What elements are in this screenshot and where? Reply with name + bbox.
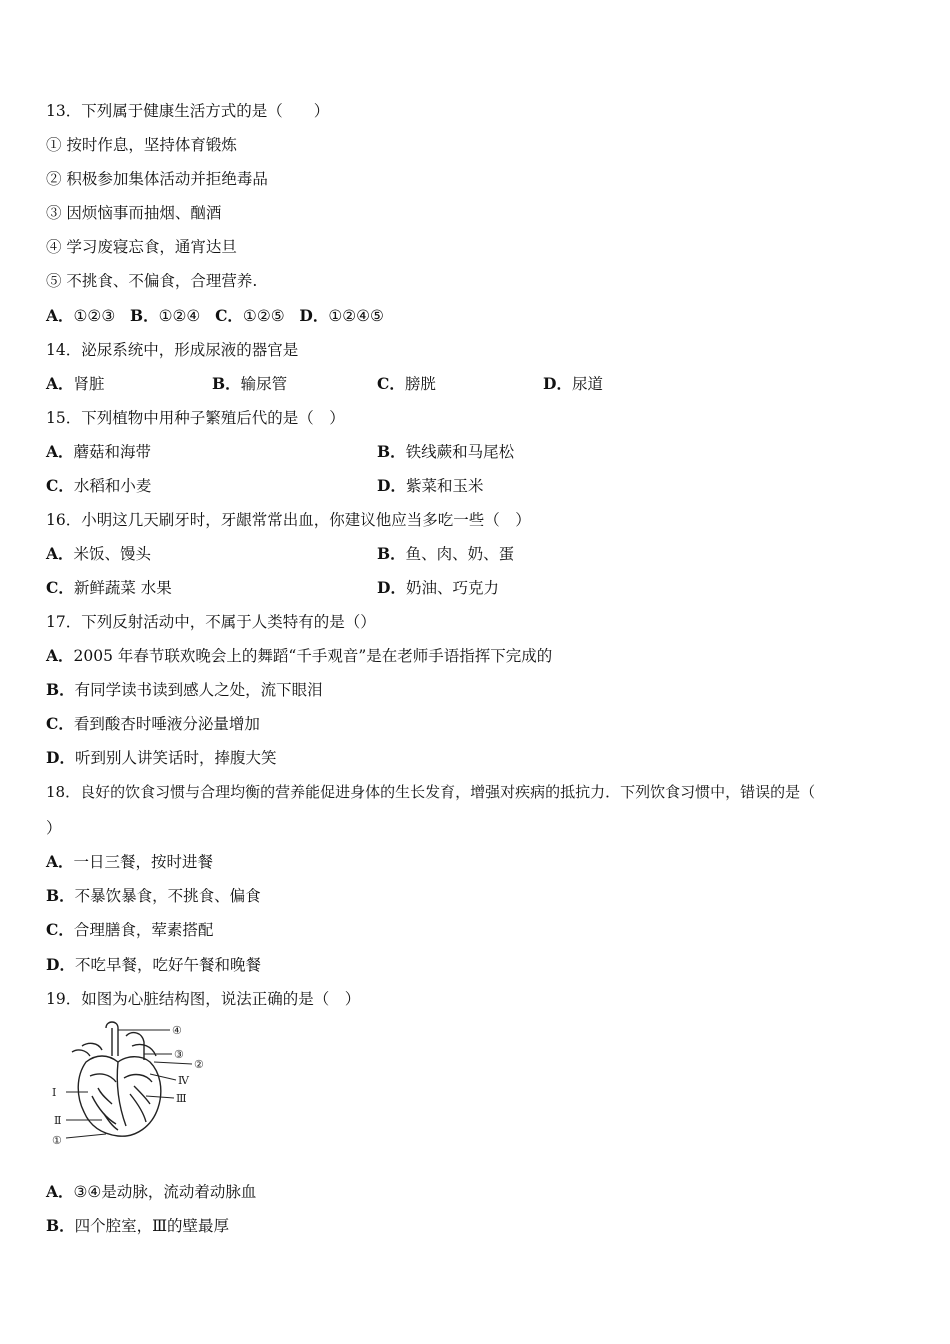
q17-option-a: A．2005 年春节联欢晚会上的舞蹈“千手观音”是在老师手语指挥下完成的	[46, 646, 553, 665]
q16-option-b: B．鱼、肉、奶、蛋	[377, 544, 515, 563]
q13-item-5: ⑤ 不挑食、不偏食，合理营养.	[46, 272, 258, 290]
q18-option-c: C．合理膳食，荤素搭配	[46, 920, 214, 939]
q17-option-c: C．看到酸杏时唾液分泌量增加	[46, 714, 260, 733]
fig-label-4: ④	[172, 1024, 182, 1037]
q16-option-d: D．奶油、巧克力	[377, 578, 499, 597]
q14-option-d: D．尿道	[543, 374, 603, 393]
q13-item-1: ① 按时作息，坚持体育锻炼	[46, 136, 237, 154]
q19-option-a: A．③④是动脉，流动着动脉血	[46, 1182, 257, 1201]
q13-option-b: ①②④	[158, 307, 201, 325]
fig-label-1: ①	[52, 1134, 62, 1147]
q13-option-c: ①②⑤	[242, 307, 285, 325]
q17-option-d: D．听到别人讲笑话时，捧腹大笑	[46, 748, 277, 767]
q13-option-b-letter: B．	[130, 306, 159, 325]
q14-option-b: B．输尿管	[212, 374, 288, 393]
q13-item-2: ② 积极参加集体活动并拒绝毒品	[46, 170, 268, 188]
q18-option-d: D．不吃早餐，吃好午餐和晚餐	[46, 955, 261, 974]
q14-stem: 14．泌尿系统中，形成尿液的器官是	[46, 341, 299, 359]
fig-label-III: Ⅲ	[176, 1092, 187, 1105]
q15-option-c: C．水稻和小麦	[46, 476, 152, 495]
q13-stem: 13．下列属于健康生活方式的是（ ）	[46, 102, 330, 120]
fig-label-II: Ⅱ	[54, 1114, 62, 1127]
q18-stem: 18．良好的饮食习惯与合理均衡的营养能促进身体的生长发育，增强对疾病的抵抗力．下列饮食习惯中，错误的是（	[46, 783, 816, 801]
q15-option-b: B．铁线蕨和马尾松	[377, 442, 515, 461]
fig-label-I: Ⅰ	[52, 1086, 57, 1099]
q16-option-a: A．米饭、馒头	[46, 544, 152, 563]
heart-structure-figure	[46, 1016, 226, 1156]
q18-option-b: B．不暴饮暴食，不挑食、偏食	[46, 886, 261, 905]
q15-option-d: D．紫菜和玉米	[377, 476, 484, 495]
q18-stem-cont: ）	[46, 819, 62, 837]
q14-option-a: A．肾脏	[46, 374, 105, 393]
q13-option-a-letter: A．	[46, 306, 74, 325]
fig-label-3: ③	[174, 1048, 184, 1061]
q13-item-3: ③ 因烦恼事而抽烟、酗酒	[46, 204, 222, 222]
q16-stem: 16．小明这几天刷牙时，牙龈常常出血，你建议他应当多吃一些（ ）	[46, 511, 531, 529]
q13-option-c-letter: C．	[215, 306, 243, 325]
q17-stem: 17．下列反射活动中，不属于人类特有的是（）	[46, 613, 376, 631]
fig-label-2: ②	[194, 1058, 204, 1071]
q13-options	[46, 306, 384, 326]
q13-option-d: ①②④⑤	[328, 307, 384, 325]
q15-stem: 15．下列植物中用种子繁殖后代的是（ ）	[46, 409, 345, 427]
q19-stem: 19．如图为心脏结构图，说法正确的是（ ）	[46, 990, 361, 1008]
q13-option-a: ①②③	[73, 307, 116, 325]
q14-option-c: C．膀胱	[377, 374, 436, 393]
q17-option-b: B．有同学读书读到感人之处，流下眼泪	[46, 680, 323, 699]
q16-option-c: C．新鲜蔬菜 水果	[46, 578, 172, 597]
q13-option-d-letter: D．	[299, 306, 329, 325]
q15-option-a: A．蘑菇和海带	[46, 442, 152, 461]
q19-option-b: B．四个腔室，Ⅲ的壁最厚	[46, 1216, 230, 1235]
q13-item-4: ④ 学习废寝忘食，通宵达旦	[46, 238, 237, 256]
q18-option-a: A．一日三餐，按时进餐	[46, 852, 214, 871]
fig-label-IV: Ⅳ	[178, 1074, 189, 1087]
